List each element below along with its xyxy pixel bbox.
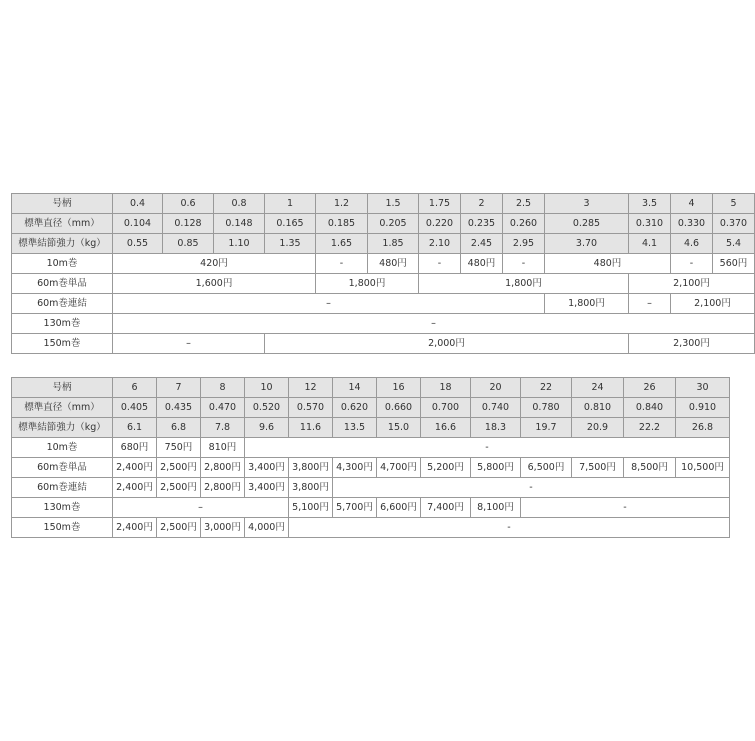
gauge-cell: 24 <box>572 378 624 398</box>
price-cell: 4,700円 <box>377 458 421 478</box>
strength-cell: 1.10 <box>214 234 265 254</box>
price-cell: 2,300円 <box>629 334 755 354</box>
strength-cell: 11.6 <box>289 418 333 438</box>
gauge-cell: 5 <box>713 194 755 214</box>
price-cell: – <box>629 294 671 314</box>
strength-cell: 5.4 <box>713 234 755 254</box>
price-cell: - <box>289 518 730 538</box>
gauge-cell: 14 <box>333 378 377 398</box>
price-cell: 1,800円 <box>545 294 629 314</box>
diameter-cell: 0.285 <box>545 214 629 234</box>
diameter-cell: 0.810 <box>572 398 624 418</box>
row-label: 150m巻 <box>12 334 113 354</box>
strength-cell: 4.1 <box>629 234 671 254</box>
price-cell: 8,100円 <box>471 498 521 518</box>
diameter-cell: 0.185 <box>316 214 368 234</box>
diameter-cell: 0.235 <box>461 214 503 234</box>
strength-cell: 2.95 <box>503 234 545 254</box>
gauge-cell: 10 <box>245 378 289 398</box>
price-cell: 2,100円 <box>671 294 755 314</box>
price-cell: 3,000円 <box>201 518 245 538</box>
price-cell: 2,500円 <box>157 518 201 538</box>
diameter-cell: 0.470 <box>201 398 245 418</box>
row-label: 標準結節強力（kg） <box>12 234 113 254</box>
diameter-cell: 0.148 <box>214 214 265 234</box>
price-cell: – <box>113 294 545 314</box>
gauge-cell: 1.2 <box>316 194 368 214</box>
diameter-cell: 0.520 <box>245 398 289 418</box>
price-row-10m <box>12 438 730 458</box>
price-cell: 2,400円 <box>113 478 157 498</box>
row-label: 号柄 <box>12 378 113 398</box>
gauge-cell: 3 <box>545 194 629 214</box>
diameter-cell: 0.370 <box>713 214 755 234</box>
price-cell: 1,800円 <box>419 274 629 294</box>
strength-cell: 26.8 <box>676 418 730 438</box>
diameter-cell: 0.740 <box>471 398 521 418</box>
row-label: 60m巻単品 <box>12 274 113 294</box>
strength-cell: 9.6 <box>245 418 289 438</box>
price-cell: 5,800円 <box>471 458 521 478</box>
price-cell: 480円 <box>461 254 503 274</box>
line-spec-table-small <box>11 193 755 354</box>
diameter-cell: 0.660 <box>377 398 421 418</box>
row-label: 号柄 <box>12 194 113 214</box>
price-cell: – <box>113 334 265 354</box>
gauge-cell: 20 <box>471 378 521 398</box>
row-label: 60m巻連結 <box>12 294 113 314</box>
price-row-130m <box>12 498 730 518</box>
price-cell: - <box>503 254 545 274</box>
gauge-cell: 22 <box>521 378 572 398</box>
gauge-cell: 8 <box>201 378 245 398</box>
strength-cell: 2.45 <box>461 234 503 254</box>
row-label: 標準結節強力（kg） <box>12 418 113 438</box>
strength-cell: 0.85 <box>163 234 214 254</box>
price-cell: 3,400円 <box>245 458 289 478</box>
price-cell: 2,400円 <box>113 458 157 478</box>
price-cell: – <box>113 498 289 518</box>
gauge-cell: 26 <box>624 378 676 398</box>
price-cell: 420円 <box>113 254 316 274</box>
gauge-row <box>12 194 755 214</box>
gauge-cell: 16 <box>377 378 421 398</box>
gauge-cell: 1.5 <box>368 194 419 214</box>
gauge-cell: 1 <box>265 194 316 214</box>
price-cell: 1,600円 <box>113 274 316 294</box>
price-cell: 2,000円 <box>265 334 629 354</box>
row-label: 10m巻 <box>12 254 113 274</box>
diameter-cell: 0.165 <box>265 214 316 234</box>
price-cell: 5,200円 <box>421 458 471 478</box>
price-cell: – <box>113 314 755 334</box>
diameter-cell: 0.220 <box>419 214 461 234</box>
row-label: 130m巻 <box>12 314 113 334</box>
price-cell: 5,100円 <box>289 498 333 518</box>
diameter-cell: 0.310 <box>629 214 671 234</box>
price-row-60m-linked <box>12 294 755 314</box>
row-label: 150m巻 <box>12 518 113 538</box>
price-cell: 7,400円 <box>421 498 471 518</box>
strength-row <box>12 234 755 254</box>
price-row-60m-single <box>12 274 755 294</box>
gauge-cell: 18 <box>421 378 471 398</box>
strength-cell: 18.3 <box>471 418 521 438</box>
strength-cell: 6.8 <box>157 418 201 438</box>
price-cell: 560円 <box>713 254 755 274</box>
gauge-cell: 2.5 <box>503 194 545 214</box>
gauge-cell: 0.6 <box>163 194 214 214</box>
price-cell: 3,800円 <box>289 458 333 478</box>
gauge-cell: 3.5 <box>629 194 671 214</box>
line-spec-table-large <box>11 377 730 538</box>
diameter-cell: 0.570 <box>289 398 333 418</box>
price-cell: 5,700円 <box>333 498 377 518</box>
diameter-cell: 0.700 <box>421 398 471 418</box>
diameter-cell: 0.780 <box>521 398 572 418</box>
diameter-cell: 0.910 <box>676 398 730 418</box>
strength-cell: 1.85 <box>368 234 419 254</box>
gauge-cell: 1.75 <box>419 194 461 214</box>
gauge-cell: 0.8 <box>214 194 265 214</box>
strength-cell: 2.10 <box>419 234 461 254</box>
price-cell: 2,400円 <box>113 518 157 538</box>
price-cell: 480円 <box>368 254 419 274</box>
strength-cell: 16.6 <box>421 418 471 438</box>
price-cell: 4,000円 <box>245 518 289 538</box>
gauge-row <box>12 378 730 398</box>
price-cell: - <box>316 254 368 274</box>
strength-cell: 4.6 <box>671 234 713 254</box>
strength-cell: 0.55 <box>113 234 163 254</box>
price-row-60m-single <box>12 458 730 478</box>
price-cell: 2,800円 <box>201 478 245 498</box>
price-cell: - <box>333 478 730 498</box>
strength-cell: 7.8 <box>201 418 245 438</box>
diameter-cell: 0.620 <box>333 398 377 418</box>
price-row-10m <box>12 254 755 274</box>
gauge-cell: 2 <box>461 194 503 214</box>
row-label: 60m巻単品 <box>12 458 113 478</box>
strength-cell: 3.70 <box>545 234 629 254</box>
diameter-row <box>12 214 755 234</box>
diameter-cell: 0.128 <box>163 214 214 234</box>
price-cell: 10,500円 <box>676 458 730 478</box>
row-label: 60m巻連結 <box>12 478 113 498</box>
gauge-cell: 0.4 <box>113 194 163 214</box>
strength-cell: 13.5 <box>333 418 377 438</box>
row-label: 130m巻 <box>12 498 113 518</box>
strength-cell: 20.9 <box>572 418 624 438</box>
price-cell: 2,500円 <box>157 478 201 498</box>
row-label: 標準直径（mm） <box>12 214 113 234</box>
diameter-cell: 0.435 <box>157 398 201 418</box>
price-cell: - <box>521 498 730 518</box>
strength-cell: 1.35 <box>265 234 316 254</box>
diameter-row <box>12 398 730 418</box>
diameter-cell: 0.205 <box>368 214 419 234</box>
diameter-cell: 0.260 <box>503 214 545 234</box>
price-row-60m-linked <box>12 478 730 498</box>
gauge-cell: 6 <box>113 378 157 398</box>
price-cell: 4,300円 <box>333 458 377 478</box>
price-row-150m <box>12 334 755 354</box>
row-label: 10m巻 <box>12 438 113 458</box>
price-cell: 680円 <box>113 438 157 458</box>
price-cell: 480円 <box>545 254 671 274</box>
price-row-150m <box>12 518 730 538</box>
price-cell: 2,100円 <box>629 274 755 294</box>
price-cell: 8,500円 <box>624 458 676 478</box>
gauge-cell: 4 <box>671 194 713 214</box>
price-cell: 3,800円 <box>289 478 333 498</box>
strength-cell: 19.7 <box>521 418 572 438</box>
diameter-cell: 0.104 <box>113 214 163 234</box>
price-cell: 2,800円 <box>201 458 245 478</box>
diameter-cell: 0.405 <box>113 398 157 418</box>
strength-cell: 1.65 <box>316 234 368 254</box>
strength-row <box>12 418 730 438</box>
price-cell: 750円 <box>157 438 201 458</box>
strength-cell: 15.0 <box>377 418 421 438</box>
price-cell: 3,400円 <box>245 478 289 498</box>
price-cell: 6,500円 <box>521 458 572 478</box>
gauge-cell: 12 <box>289 378 333 398</box>
price-cell: 7,500円 <box>572 458 624 478</box>
gauge-cell: 30 <box>676 378 730 398</box>
price-row-130m <box>12 314 755 334</box>
diameter-cell: 0.840 <box>624 398 676 418</box>
price-cell: 810円 <box>201 438 245 458</box>
price-cell: 1,800円 <box>316 274 419 294</box>
price-cell: - <box>419 254 461 274</box>
gauge-cell: 7 <box>157 378 201 398</box>
strength-cell: 22.2 <box>624 418 676 438</box>
price-cell: - <box>245 438 730 458</box>
price-cell: - <box>671 254 713 274</box>
diameter-cell: 0.330 <box>671 214 713 234</box>
price-cell: 6,600円 <box>377 498 421 518</box>
price-cell: 2,500円 <box>157 458 201 478</box>
strength-cell: 6.1 <box>113 418 157 438</box>
row-label: 標準直径（mm） <box>12 398 113 418</box>
